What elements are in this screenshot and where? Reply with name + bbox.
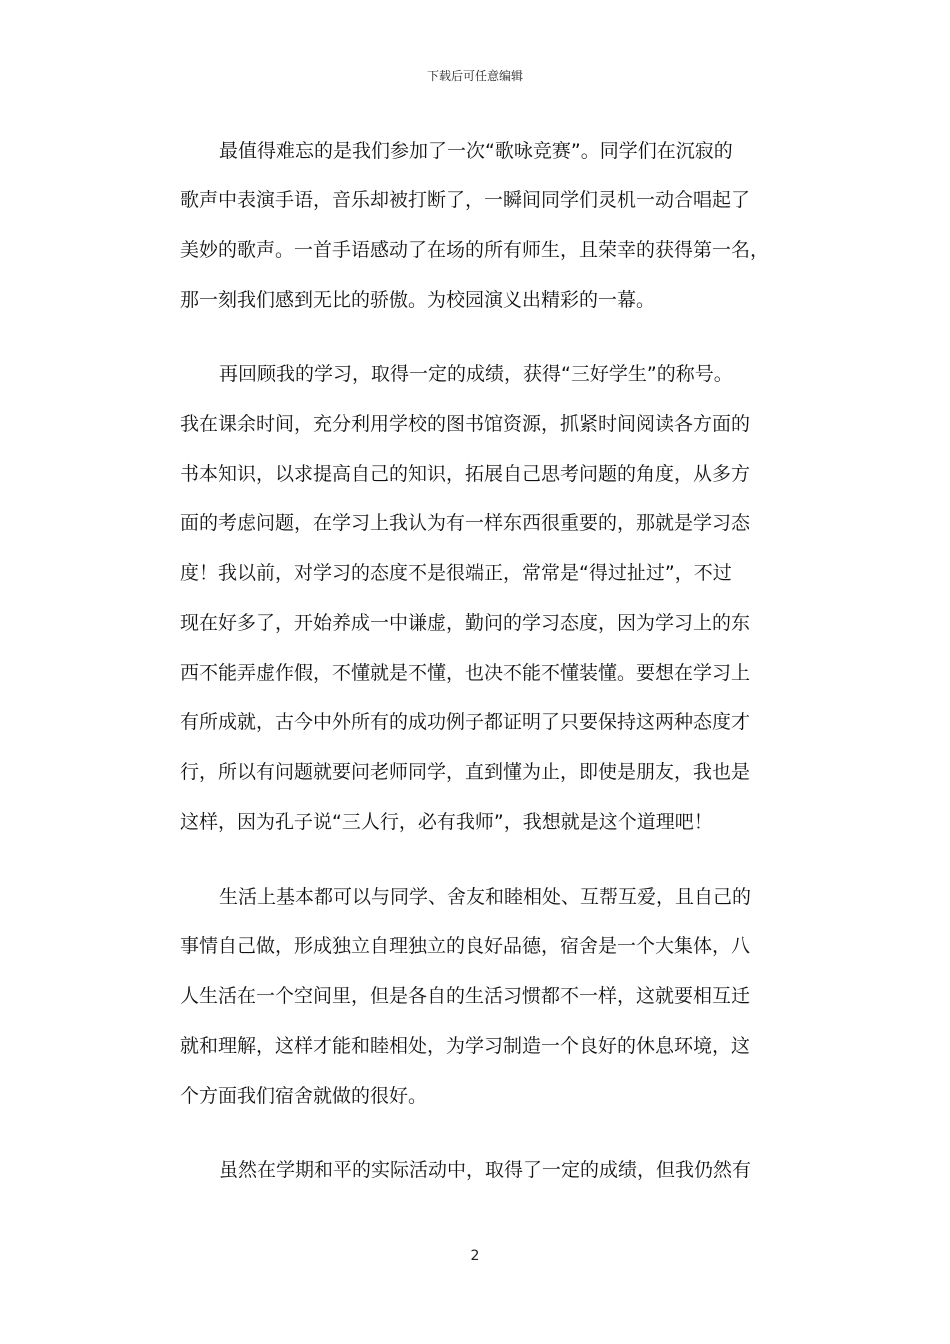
text-line: 虽然在学期和平的实际活动中，取得了一定的成绩，但我仍然有 <box>219 1159 752 1181</box>
text-line: 美妙的歌声。一首手语感动了在场的所有师生，且荣幸的获得第一名， <box>180 239 770 261</box>
text-line: 歌声中表演手语，音乐却被打断了，一瞬间同学们灵机一动合唱起了 <box>180 189 751 211</box>
text-line: 就和理解，这样才能和睦相处，为学习制造一个良好的休息环境，这 <box>180 1035 751 1057</box>
text-line: 那一刻我们感到无比的骄傲。为校园演义出精彩的一幕。 <box>180 289 656 311</box>
text-line: 度！我以前，对学习的态度不是很端正，常常是“得过扯过”，不过 <box>180 562 732 584</box>
text-line: 这样，因为孔子说“三人行，必有我师”，我想就是这个道理吧！ <box>180 811 713 833</box>
text-line: 面的考虑问题，在学习上我认为有一样东西很重要的，那就是学习态 <box>180 512 751 534</box>
text-line: 我在课余时间，充分利用学校的图书馆资源，抓紧时间阅读各方面的 <box>180 413 751 435</box>
page-number: 2 <box>470 1248 480 1264</box>
text-line: 事情自己做，形成独立自理独立的良好品德，宿舍是一个大集体，八 <box>180 935 751 957</box>
text-line: 书本知识，以求提高自己的知识，拓展自己思考问题的角度，从多方 <box>180 463 751 485</box>
text-line: 再回顾我的学习，取得一定的成绩，获得“三好学生”的称号。 <box>219 363 733 385</box>
text-line: 现在好多了，开始养成一中谦虚，勤问的学习态度，因为学习上的东 <box>180 612 751 634</box>
text-line: 人生活在一个空间里，但是各自的生活习惯都不一样，这就要相互迁 <box>180 985 751 1007</box>
text-line: 生活上基本都可以与同学、舍友和睦相处、互帮互爱，且自己的 <box>219 886 752 908</box>
text-line: 西不能弄虚作假，不懂就是不懂，也决不能不懂装懂。要想在学习上 <box>180 662 751 684</box>
text-line: 有所成就，古今中外所有的成功例子都证明了只要保持这两种态度才 <box>180 711 751 733</box>
text-line: 行，所以有问题就要问老师同学，直到懂为止，即使是朋友，我也是 <box>180 761 751 783</box>
text-line: 最值得难忘的是我们参加了一次“歌咏竞赛”。同学们在沉寂的 <box>219 140 733 162</box>
text-line: 个方面我们宿舍就做的很好。 <box>180 1085 428 1107</box>
page-header: 下载后可任意编辑 <box>426 69 523 83</box>
